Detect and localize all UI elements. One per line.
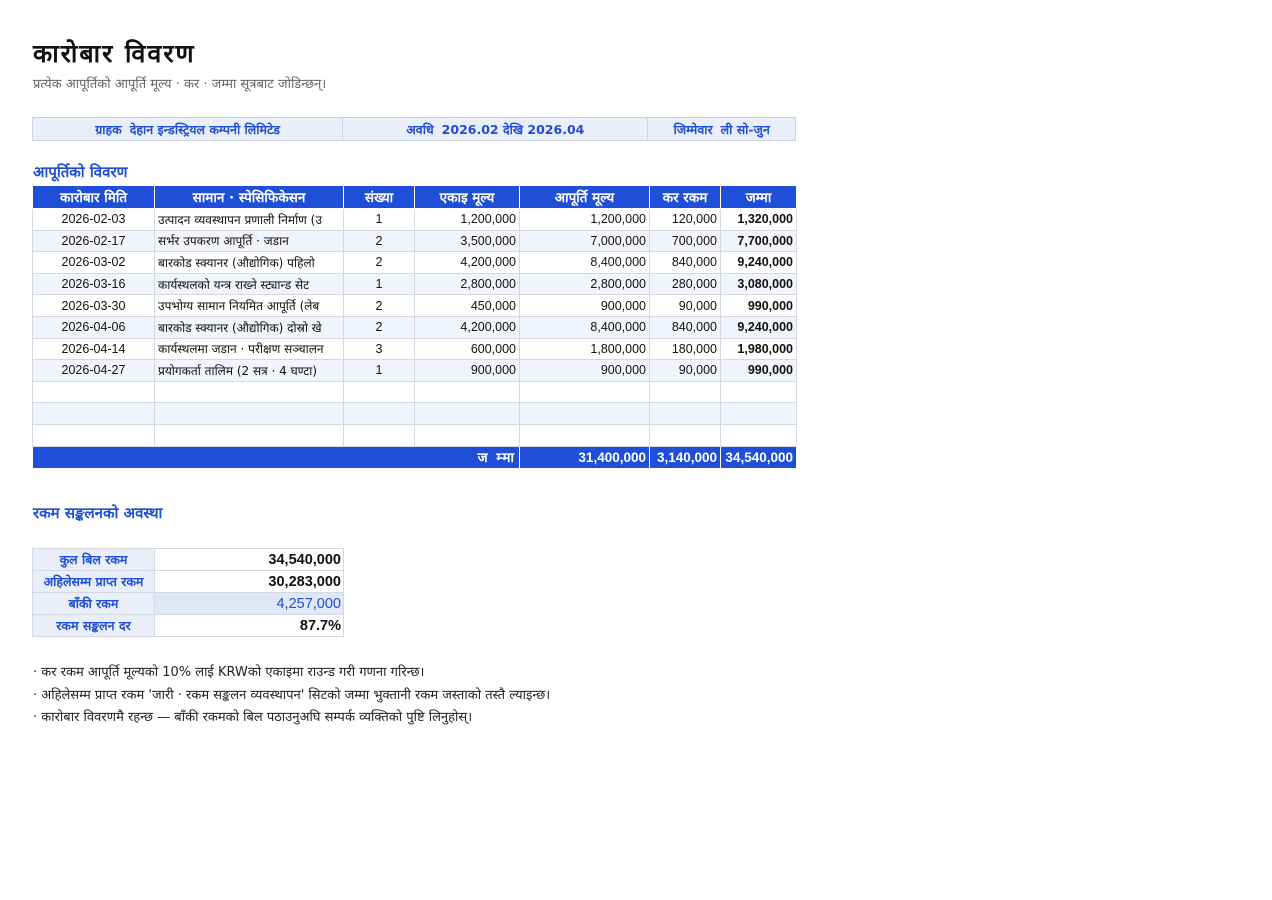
empty-cell[interactable] [721,381,797,403]
manager-label: जिम्मेवार [673,121,713,137]
cell-qty[interactable]: 2 [344,230,415,252]
cell-unit-price[interactable]: 3,500,000 [415,230,520,252]
cell-unit-price[interactable]: 900,000 [415,360,520,382]
cell-supply-value[interactable]: 1,800,000 [520,338,650,360]
table-row [33,273,797,295]
empty-row [33,424,797,446]
header-supply-value[interactable]: आपूर्ति मूल्य [520,186,650,209]
period-label: अवधि [406,121,434,137]
cell-qty[interactable]: 1 [344,273,415,295]
empty-cell[interactable] [415,381,520,403]
empty-cell[interactable] [33,424,155,446]
cell-tax[interactable]: 180,000 [650,338,721,360]
cell-tax[interactable]: 840,000 [650,316,721,338]
header-date[interactable]: कारोबार मिति [33,186,155,209]
cell-tax[interactable]: 120,000 [650,209,721,231]
cell-item[interactable]: बारकोड स्क्यानर (औद्योगिक) पहिलो [155,252,344,274]
cell-qty[interactable]: 2 [344,316,415,338]
empty-cell[interactable] [155,403,344,425]
period-value: 2026.02 देखि 2026.04 [441,121,585,137]
billed-value[interactable]: 34,540,000 [155,549,344,571]
table-row [33,316,797,338]
cell-item[interactable]: प्रयोगकर्ता तालिम (2 सत्र · 4 घण्टा) [155,360,344,382]
total-row [33,446,797,468]
summary-row-billed [33,549,344,571]
empty-cell[interactable] [415,424,520,446]
note-line: · कर रकम आपूर्ति मूल्यको 10% लाई KRWको एकाइमा राउन्ड गरी गणना गरिन्छ। [33,665,425,680]
cell-item[interactable]: कार्यस्थलको यन्त्र राख्ने स्ट्यान्ड सेट [155,273,344,295]
received-label: अहिलेसम्म प्राप्त रकम [33,571,155,593]
cell-date[interactable]: 2026-04-06 [33,316,155,338]
rate-value[interactable]: 87.7% [155,615,344,637]
cell-date[interactable]: 2026-03-02 [33,252,155,274]
received-value[interactable]: 30,283,000 [155,571,344,593]
cell-unit-price[interactable]: 600,000 [415,338,520,360]
supply-table [32,185,797,469]
remaining-value[interactable]: 4,257,000 [155,593,344,615]
table-row [33,360,797,382]
cell-total[interactable]: 990,000 [721,360,797,382]
total-label: ज म्मा [33,446,520,468]
cell-date[interactable]: 2026-02-17 [33,230,155,252]
cell-tax[interactable]: 280,000 [650,273,721,295]
cell-tax[interactable]: 700,000 [650,230,721,252]
header-total[interactable]: जम्मा [721,186,797,209]
cell-qty[interactable]: 3 [344,338,415,360]
cell-unit-price[interactable]: 1,200,000 [415,209,520,231]
table-row [33,338,797,360]
summary-row-remaining [33,593,344,615]
collection-table [32,548,344,637]
cell-date[interactable]: 2026-03-16 [33,273,155,295]
empty-cell[interactable] [33,403,155,425]
empty-cell[interactable] [344,381,415,403]
empty-cell[interactable] [650,424,721,446]
cell-supply-value[interactable]: 2,800,000 [520,273,650,295]
cell-date[interactable]: 2026-04-27 [33,360,155,382]
rate-label: रकम सङ्कलन दर [33,615,155,637]
empty-cell[interactable] [415,403,520,425]
billed-label: कुल बिल रकम [33,549,155,571]
cell-unit-price[interactable]: 450,000 [415,295,520,317]
cell-supply-value[interactable]: 8,400,000 [520,316,650,338]
page-subtitle: प्रत्येक आपूर्तिको आपूर्ति मूल्य · कर · जम्मा सूत्रबाट जोडिन्छन्। [33,77,327,92]
summary-row-rate [33,615,344,637]
cell-item[interactable]: उत्पादन व्यवस्थापन प्रणाली निर्माण (उ [155,209,344,231]
cell-item[interactable]: बारकोड स्क्यानर (औद्योगिक) दोस्रो खे [155,316,344,338]
manager-value: ली सो-जुन [720,121,770,137]
table-row [33,209,797,231]
cell-total[interactable]: 9,240,000 [721,252,797,274]
header-unit-price[interactable]: एकाइ मूल्य [415,186,520,209]
header-item[interactable]: सामान · स्पेसिफिकेसन [155,186,344,209]
empty-row [33,403,797,425]
customer-cell[interactable] [33,118,343,140]
customer-label: ग्राहक [95,121,122,137]
summary-row-received [33,571,344,593]
note-line: · कारोबार विवरणमै रहन्छ — बाँकी रकमको बिल पठाउनुअघि सम्पर्क व्यक्तिको पुष्टि लिनुहोस्। [33,710,473,725]
cell-item[interactable]: सर्भर उपकरण आपूर्ति · जडान [155,230,344,252]
cell-tax[interactable]: 90,000 [650,295,721,317]
cell-qty[interactable]: 1 [344,360,415,382]
cell-qty[interactable]: 2 [344,295,415,317]
total-tax[interactable]: 3,140,000 [650,446,721,468]
cell-supply-value[interactable]: 900,000 [520,295,650,317]
cell-total[interactable]: 9,240,000 [721,316,797,338]
cell-unit-price[interactable]: 4,200,000 [415,252,520,274]
empty-row [33,381,797,403]
cell-supply-value[interactable]: 8,400,000 [520,252,650,274]
supply-section-title: आपूर्तिको विवरण [33,163,128,181]
empty-cell[interactable] [650,381,721,403]
cell-date[interactable]: 2026-03-30 [33,295,155,317]
empty-cell[interactable] [155,381,344,403]
cell-supply-value[interactable]: 900,000 [520,360,650,382]
cell-total[interactable]: 990,000 [721,295,797,317]
empty-cell[interactable] [520,424,650,446]
header-tax[interactable]: कर रकम [650,186,721,209]
cell-total[interactable]: 1,980,000 [721,338,797,360]
manager-cell[interactable] [648,118,795,140]
table-row [33,295,797,317]
empty-cell[interactable] [344,403,415,425]
notes [33,662,550,730]
cell-total[interactable]: 3,080,000 [721,273,797,295]
note-line: · अहिलेसम्म प्राप्त रकम 'जारी · रकम सङ्कलन व्यवस्थापन' सिटको जम्मा भुक्तानी रकम जस्ताको तस्तै ल्याइन्छ। [33,687,551,703]
page-title: कारोबार विवरण [33,39,196,68]
cell-item[interactable]: उपभोग्य सामान नियमित आपूर्ति (लेब [155,295,344,317]
period-cell[interactable] [343,118,648,140]
empty-cell[interactable] [650,403,721,425]
empty-cell[interactable] [520,381,650,403]
cell-unit-price[interactable]: 4,200,000 [415,316,520,338]
total-supply-value[interactable]: 31,400,000 [520,446,650,468]
table-row [33,252,797,274]
cell-date[interactable]: 2026-02-03 [33,209,155,231]
collection-section-title: रकम सङ्कलनको अवस्था [33,504,163,522]
empty-cell[interactable] [155,424,344,446]
cell-date[interactable]: 2026-04-14 [33,338,155,360]
supply-header-row [33,186,797,209]
table-row [33,230,797,252]
cell-qty[interactable]: 2 [344,252,415,274]
total-total[interactable]: 34,540,000 [721,446,797,468]
cell-total[interactable]: 7,700,000 [721,230,797,252]
cell-total[interactable]: 1,320,000 [721,209,797,231]
customer-value: देहान इन्डस्ट्रियल कम्पनी लिमिटेड [129,121,280,137]
empty-cell[interactable] [520,403,650,425]
cell-item[interactable]: कार्यस्थलमा जडान · परीक्षण सञ्चालन [155,338,344,360]
info-bar [32,117,796,141]
cell-unit-price[interactable]: 2,800,000 [415,273,520,295]
header-qty[interactable]: संख्या [344,186,415,209]
empty-cell[interactable] [33,381,155,403]
cell-supply-value[interactable]: 7,000,000 [520,230,650,252]
cell-qty[interactable]: 1 [344,209,415,231]
empty-cell[interactable] [721,424,797,446]
cell-tax[interactable]: 90,000 [650,360,721,382]
empty-cell[interactable] [344,424,415,446]
cell-tax[interactable]: 840,000 [650,252,721,274]
cell-supply-value[interactable]: 1,200,000 [520,209,650,231]
remaining-label: बाँकी रकम [33,593,155,615]
empty-cell[interactable] [721,403,797,425]
